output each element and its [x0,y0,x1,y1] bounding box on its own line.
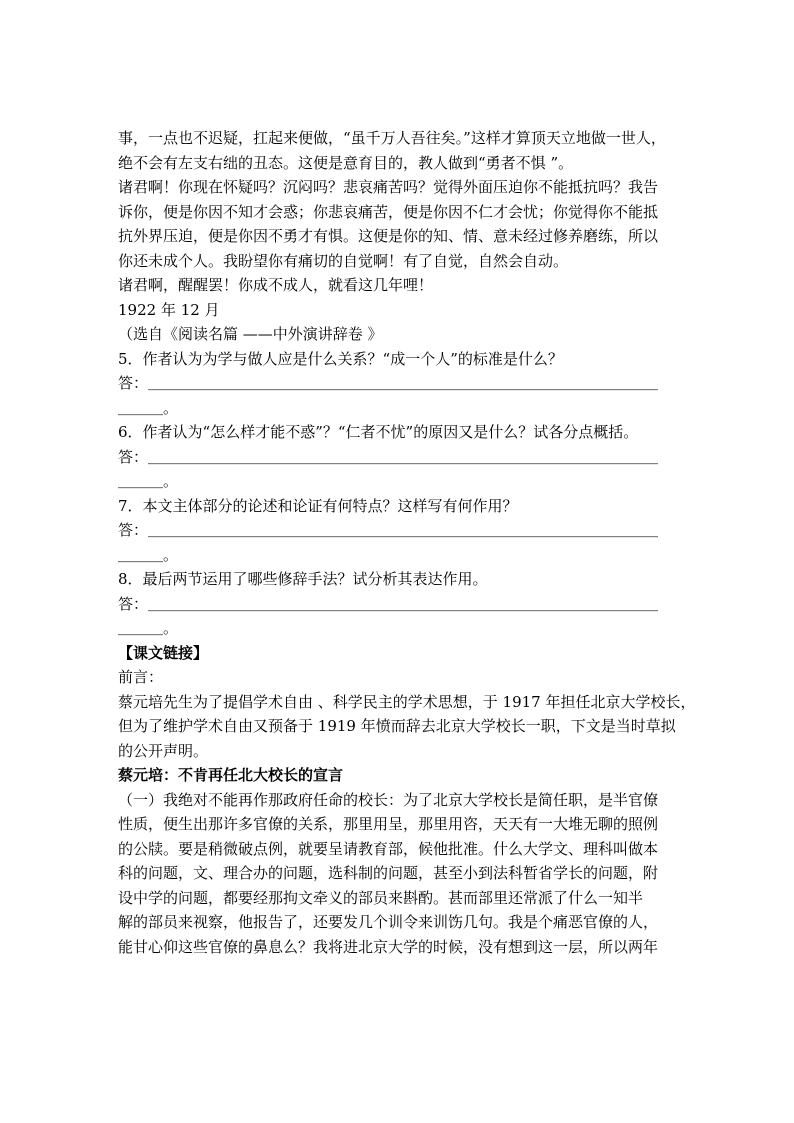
text-line: 设中学的问题，都要经那拘文牵义的部员来斟酌。甚而部里还常派了什么一知半 [118,888,644,907]
text-line: 5．作者认为为学与做人应是什么关系？“成一个人”的标准是什么？ [118,349,563,368]
text-line: 能甘心仰这些官僚的鼻息么？我将进北京大学的时候，没有想到这一层，所以两年 [118,937,659,956]
text-line: ＿＿＿。 [118,398,179,417]
text-line: 答：＿＿＿＿＿＿＿＿＿＿＿＿＿＿＿＿＿＿＿＿＿＿＿＿＿＿＿＿＿＿＿＿＿＿ [118,521,659,539]
text-line: 的公开声明。 [118,741,209,760]
text-line: 答：＿＿＿＿＿＿＿＿＿＿＿＿＿＿＿＿＿＿＿＿＿＿＿＿＿＿＿＿＿＿＿＿＿＿ [118,594,659,613]
text-line: 6．作者认为“怎么样才能不惑”？“仁者不忧”的原因又是什么？试各分点概括。 [118,423,639,441]
text-line: 7．本文主体部分的论述和论证有何特点？这样写有何作用？ [118,496,518,515]
text-line: （选自《阅读名篇 ——中外演讲辞卷 》 [118,325,383,343]
text-line: 解的部员来视察，他报告了，还要发几个训令来训饬几句。我是个痛恶官僚的人， [118,913,659,931]
text-line: 你还未成个人。我盼望你有痛切的自觉啊！有了自觉，自然会自动。 [118,251,569,270]
text-line: 答：＿＿＿＿＿＿＿＿＿＿＿＿＿＿＿＿＿＿＿＿＿＿＿＿＿＿＿＿＿＿＿＿＿＿ [118,374,659,392]
text-line: 8．最后两节运用了哪些修辞手法？试分析其表达作用。 [118,570,488,588]
text-line: 答：＿＿＿＿＿＿＿＿＿＿＿＿＿＿＿＿＿＿＿＿＿＿＿＿＿＿＿＿＿＿＿＿＿＿ [118,447,659,466]
text-line: （一）我绝对不能再作那政府任命的校长：为了北京大学校长是简任职，是半官僚 [118,790,659,809]
text-line: 前言： [118,668,164,686]
text-line: 性质，便生出那许多官僚的关系，那里用呈，那里用咨，天天有一大堆无聊的照例 [118,815,659,833]
text-line: 1922 年 12 月 [118,300,220,319]
text-line: 诸君啊，醒醒罢！你成不成人，就看这几年哩！ [118,276,434,294]
text-line: 绝不会有左支右绌的丑态。这便是意育目的，教人做到“勇者不惧 ”。 [118,153,574,172]
text-line: ＿＿＿。 [118,472,179,490]
text-line: 蔡元培先生为了提倡学术自由 、科学民主的学术思想，于 1917 年担任北京大学校长， [118,692,696,711]
text-line: 诉你，便是你因不知才会惑；你悲哀痛苦，便是你因不仁才会忧；你觉得你不能抵 [118,202,659,221]
section-heading: 蔡元培：不肯再任北大校长的宣言 [118,766,344,784]
text-line: 的公牍。要是稍微破点例，就要呈请教育部，候他批准。什么大学文、理科叫做本 [118,839,659,858]
text-line: 但为了维护学术自由又预备于 1919 年愤而辞去北京大学校长一职，下文是当时草拟 [118,717,676,735]
text-line: 事，一点也不迟疑，扛起来便做，“虽千万人吾往矣。”这样才算顶天立地做一世人， [118,129,666,147]
document-page [118,126,696,959]
section-heading: 【课文链接】 [118,643,209,662]
text-line: ＿＿＿。 [118,619,179,637]
text-line: ＿＿＿。 [118,545,179,564]
text-line: 诸君啊！你现在怀疑吗？沉闷吗？悲哀痛苦吗？觉得外面压迫你不能抵抗吗？我告 [118,178,659,196]
text-line: 科的问题，文、理合办的问题，选科制的问题，甚至小到法科暂省学长的问题，附 [118,864,659,882]
text-line: 抗外界压迫，便是你因不勇才有惧。这便是你的知、情、意未经过修养磨练，所以 [118,227,659,245]
